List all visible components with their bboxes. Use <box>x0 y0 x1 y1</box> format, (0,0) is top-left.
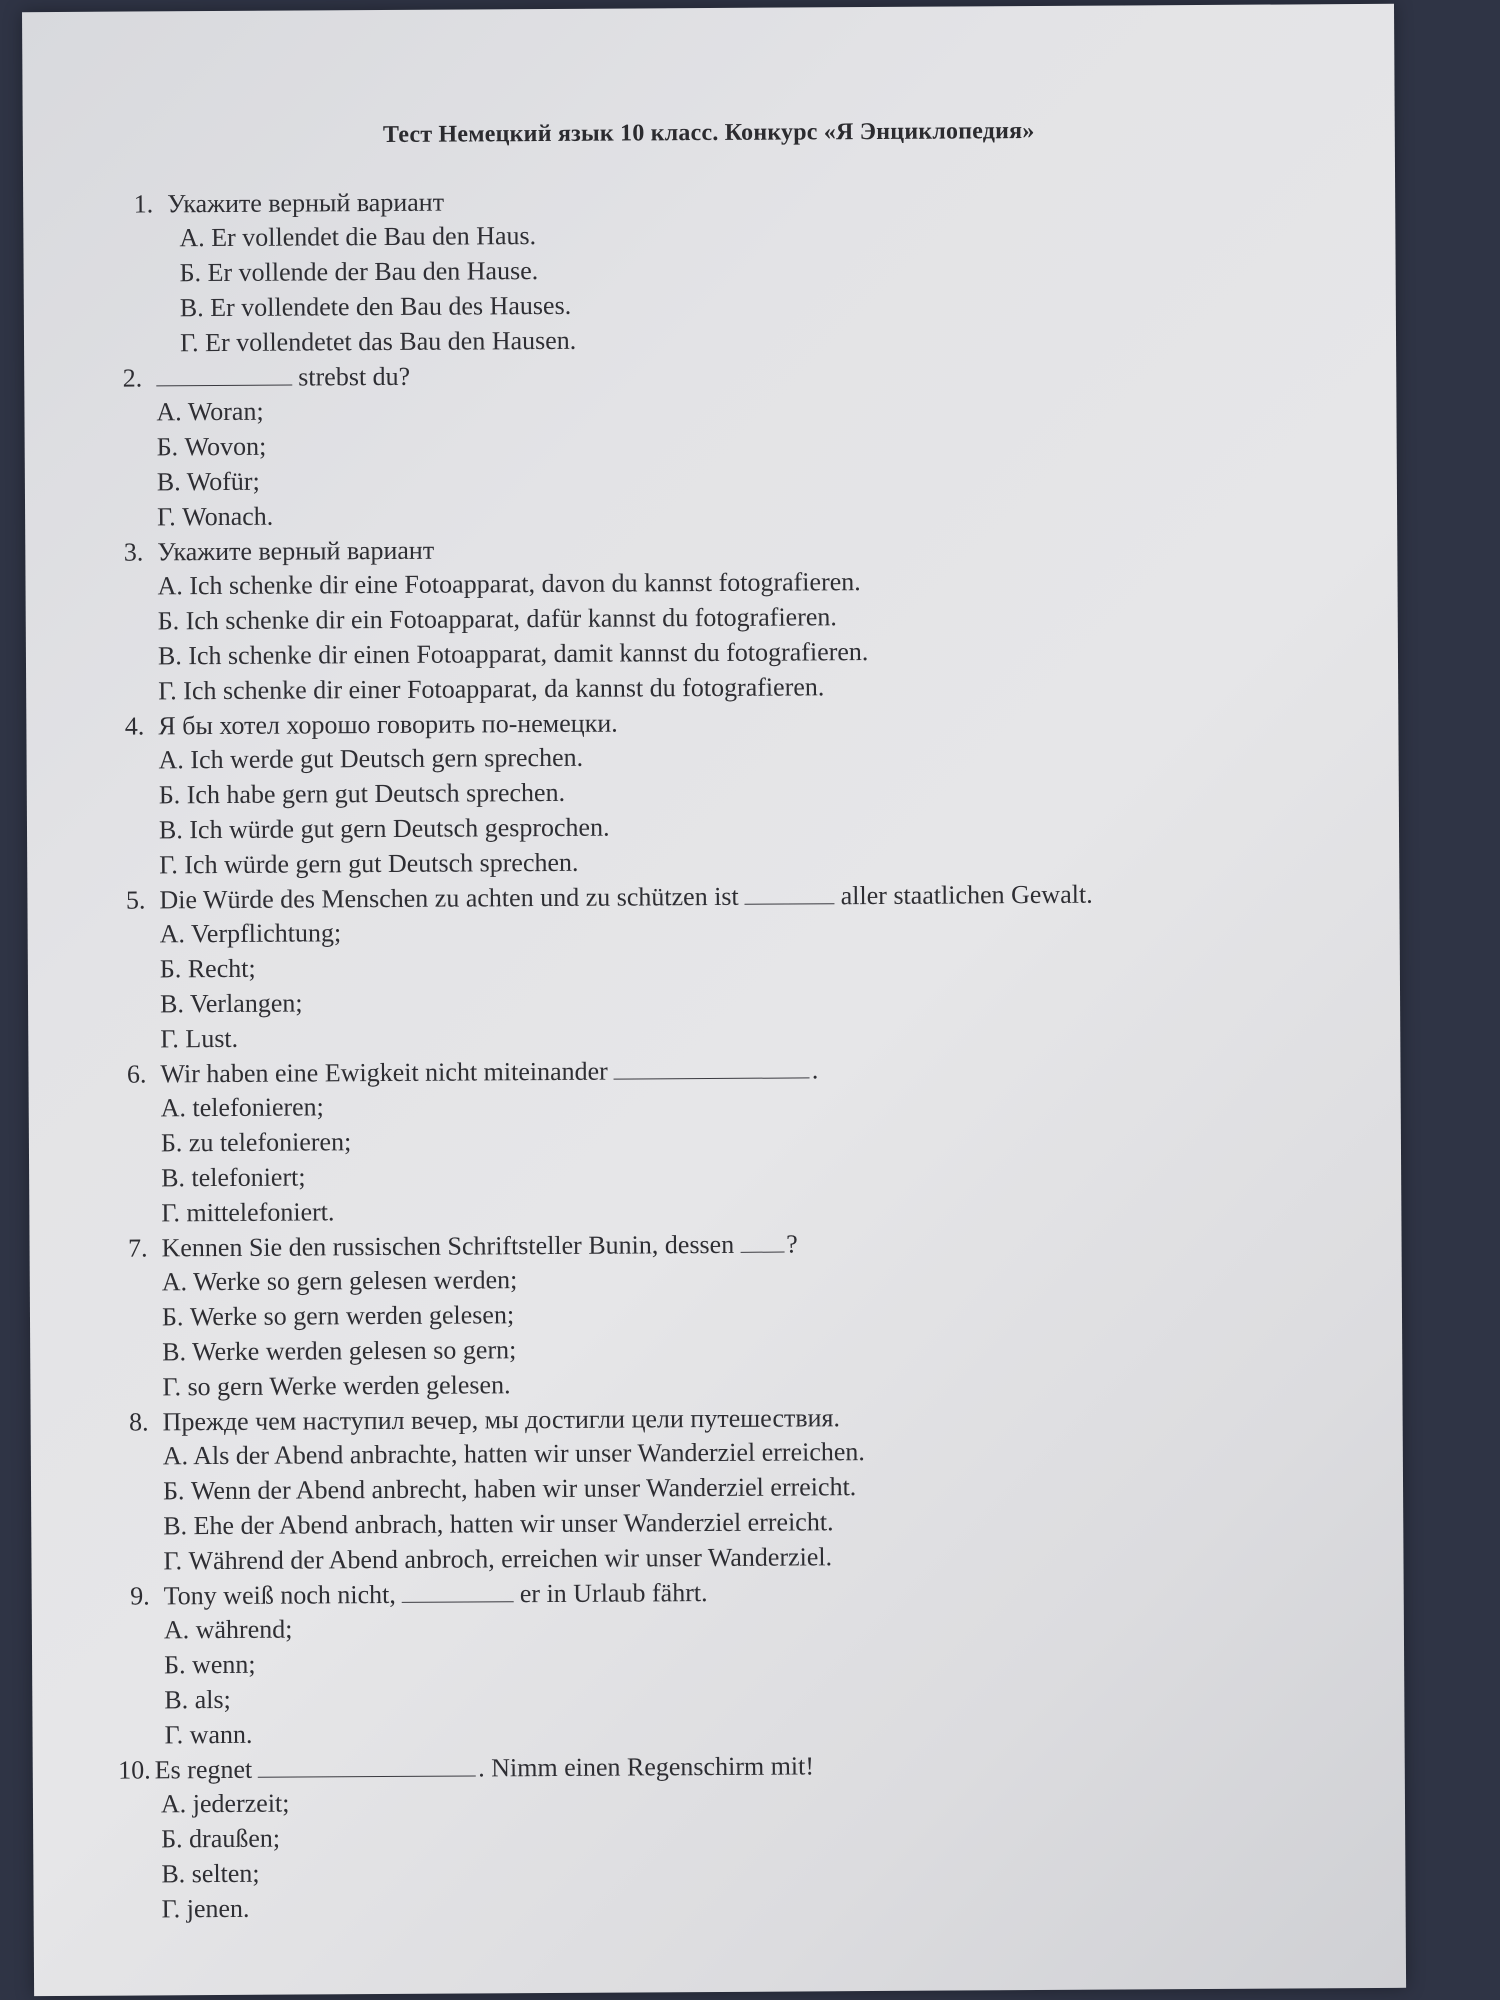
answer-option-g: Г. Ich würde gern gut Deutsch sprechen. <box>159 847 579 880</box>
answer-blank <box>614 1057 810 1079</box>
question-1 <box>93 182 1294 363</box>
question-text: Укажите верный вариант <box>167 187 445 219</box>
answer-option-b: Б. Recht; <box>159 953 256 984</box>
answer-option-b: Б. Ich schenke dir ein Fotoapparat, dafür kannst du fotografieren. <box>157 602 837 636</box>
question-text: Я бы хотел хорошо говорить по-немецки. <box>158 708 618 741</box>
page-title: Тест Немецкий язык 10 класс. Конкурс «Я Энциклопедия» <box>382 118 1035 148</box>
question-number: 6. <box>126 1059 147 1089</box>
answer-option-b: Б. Ich habe gern gut Deutsch sprechen. <box>158 777 566 810</box>
answer-option-a: A. Woran; <box>156 396 264 427</box>
answer-blank <box>740 1232 784 1253</box>
answer-blank <box>402 1581 514 1603</box>
question-text-end: aller staatlichen Gewalt. <box>840 879 1093 911</box>
question-number: 4. <box>124 711 145 741</box>
test-sheet <box>22 4 1406 1996</box>
answer-option-g: Г. wann. <box>164 1719 253 1750</box>
question-text-start: Es regnet <box>154 1754 253 1785</box>
answer-option-v: B. selten; <box>161 1858 260 1889</box>
question-7 <box>99 1226 1300 1407</box>
answer-option-a: A. Verpflichtung; <box>159 918 342 949</box>
answer-option-v: B. Er vollendete den Bau des Hauses. <box>179 290 572 323</box>
question-text: Прежде чем наступил вечер, мы достигли цели путешествия. <box>162 1403 841 1437</box>
answer-option-v: B. telefoniert; <box>161 1162 306 1193</box>
answer-option-b: Б. Wenn der Abend anbrecht, haben wir unser Wanderziel erreicht. <box>162 1472 857 1506</box>
answer-option-a: A. Ich werde gut Deutsch gern sprechen. <box>158 742 584 775</box>
answer-blank <box>258 1755 476 1777</box>
question-number: 3. <box>123 537 144 567</box>
answer-option-v: B. Wofür; <box>156 466 260 497</box>
answer-option-g: Г. so gern Werke werden gelesen. <box>162 1370 511 1402</box>
question-list <box>93 182 1304 1929</box>
answer-option-b: Б. Werke so gern werden gelesen; <box>161 1300 515 1332</box>
answer-option-g: Г. jenen. <box>161 1893 250 1924</box>
question-text-start: Kennen Sie den russischen Schriftsteller Bunin, dessen <box>161 1229 735 1263</box>
answer-option-v: B. Ich schenke dir einen Fotoapparat, damit kannst du fotografieren. <box>157 637 869 671</box>
question-2 <box>94 356 1295 537</box>
question-number: 9. <box>130 1581 150 1611</box>
answer-blank <box>745 883 835 905</box>
question-text: Укажите верный вариант <box>157 535 435 567</box>
question-text-end: . Nimm einen Regenschirm mit! <box>478 1751 815 1783</box>
answer-option-g: Г. Lust. <box>160 1023 239 1054</box>
question-number: 10. <box>118 1755 151 1785</box>
question-number: 5. <box>125 885 146 915</box>
question-text-end: er in Urlaub fährt. <box>519 1578 708 1609</box>
answer-option-b: Б. wenn; <box>164 1649 256 1680</box>
answer-option-g: Г. Während der Abend anbroch, erreichen wir unser Wanderziel. <box>163 1542 833 1576</box>
question-text-start: Tony weiß noch nicht, <box>163 1579 396 1611</box>
answer-option-a: A. Ich schenke dir eine Fotoapparat, davon du kannst fotografieren. <box>157 567 861 601</box>
answer-option-g: Г. mittelefoniert. <box>161 1197 335 1228</box>
answer-option-a: A. telefonieren; <box>160 1092 324 1123</box>
question-text-end: strebst du? <box>298 361 411 392</box>
answer-option-a: A. Er vollendet die Bau den Haus. <box>179 221 537 253</box>
answer-option-v: B. als; <box>164 1684 231 1715</box>
question-number: 7. <box>127 1233 148 1263</box>
question-text-end: ? <box>786 1229 798 1259</box>
answer-blank <box>156 365 292 387</box>
answer-option-a: A. Als der Abend anbrachte, hatten wir unser Wanderziel erreichen. <box>162 1437 865 1471</box>
question-number: 1. <box>133 189 154 219</box>
answer-option-v: B. Ich würde gut gern Deutsch gesprochen. <box>158 812 610 845</box>
answer-option-b: Б. Er vollende der Bau den Hause. <box>179 256 539 288</box>
question-number: 2. <box>122 363 143 393</box>
question-number: 8. <box>129 1407 149 1437</box>
question-text-start: Die Würde des Menschen zu achten und zu schützen ist <box>159 881 739 915</box>
answer-option-a: A. Werke so gern gelesen werden; <box>161 1265 518 1297</box>
answer-option-a: A. jederzeit; <box>160 1788 290 1819</box>
question-3 <box>95 530 1296 711</box>
answer-option-b: Б. draußen; <box>161 1823 281 1854</box>
question-8 <box>101 1400 1302 1581</box>
answer-option-g: Г. Er vollendetet das Bau den Hausen. <box>179 325 577 358</box>
answer-option-b: Б. Wovon; <box>156 431 267 462</box>
question-text-start: Wir haben eine Ewigkeit nicht miteinander <box>160 1056 608 1089</box>
question-4 <box>96 704 1297 885</box>
answer-option-g: Г. Wonach. <box>157 501 274 532</box>
question-5 <box>97 878 1298 1059</box>
answer-option-b: Б. zu telefonieren; <box>160 1127 352 1158</box>
answer-option-v: B. Werke werden gelesen so gern; <box>162 1335 517 1367</box>
answer-option-v: B. Verlangen; <box>159 988 303 1019</box>
question-text-end: . <box>811 1055 819 1085</box>
answer-option-g: Г. Ich schenke dir einer Fotoapparat, da kannst du fotografieren. <box>158 672 825 706</box>
question-9 <box>102 1574 1303 1755</box>
question-6 <box>98 1052 1299 1233</box>
question-10 <box>103 1748 1304 1929</box>
answer-option-v: B. Ehe der Abend anbrach, hatten wir unser Wanderziel erreicht. <box>163 1507 834 1541</box>
answer-option-a: A. während; <box>163 1614 293 1645</box>
